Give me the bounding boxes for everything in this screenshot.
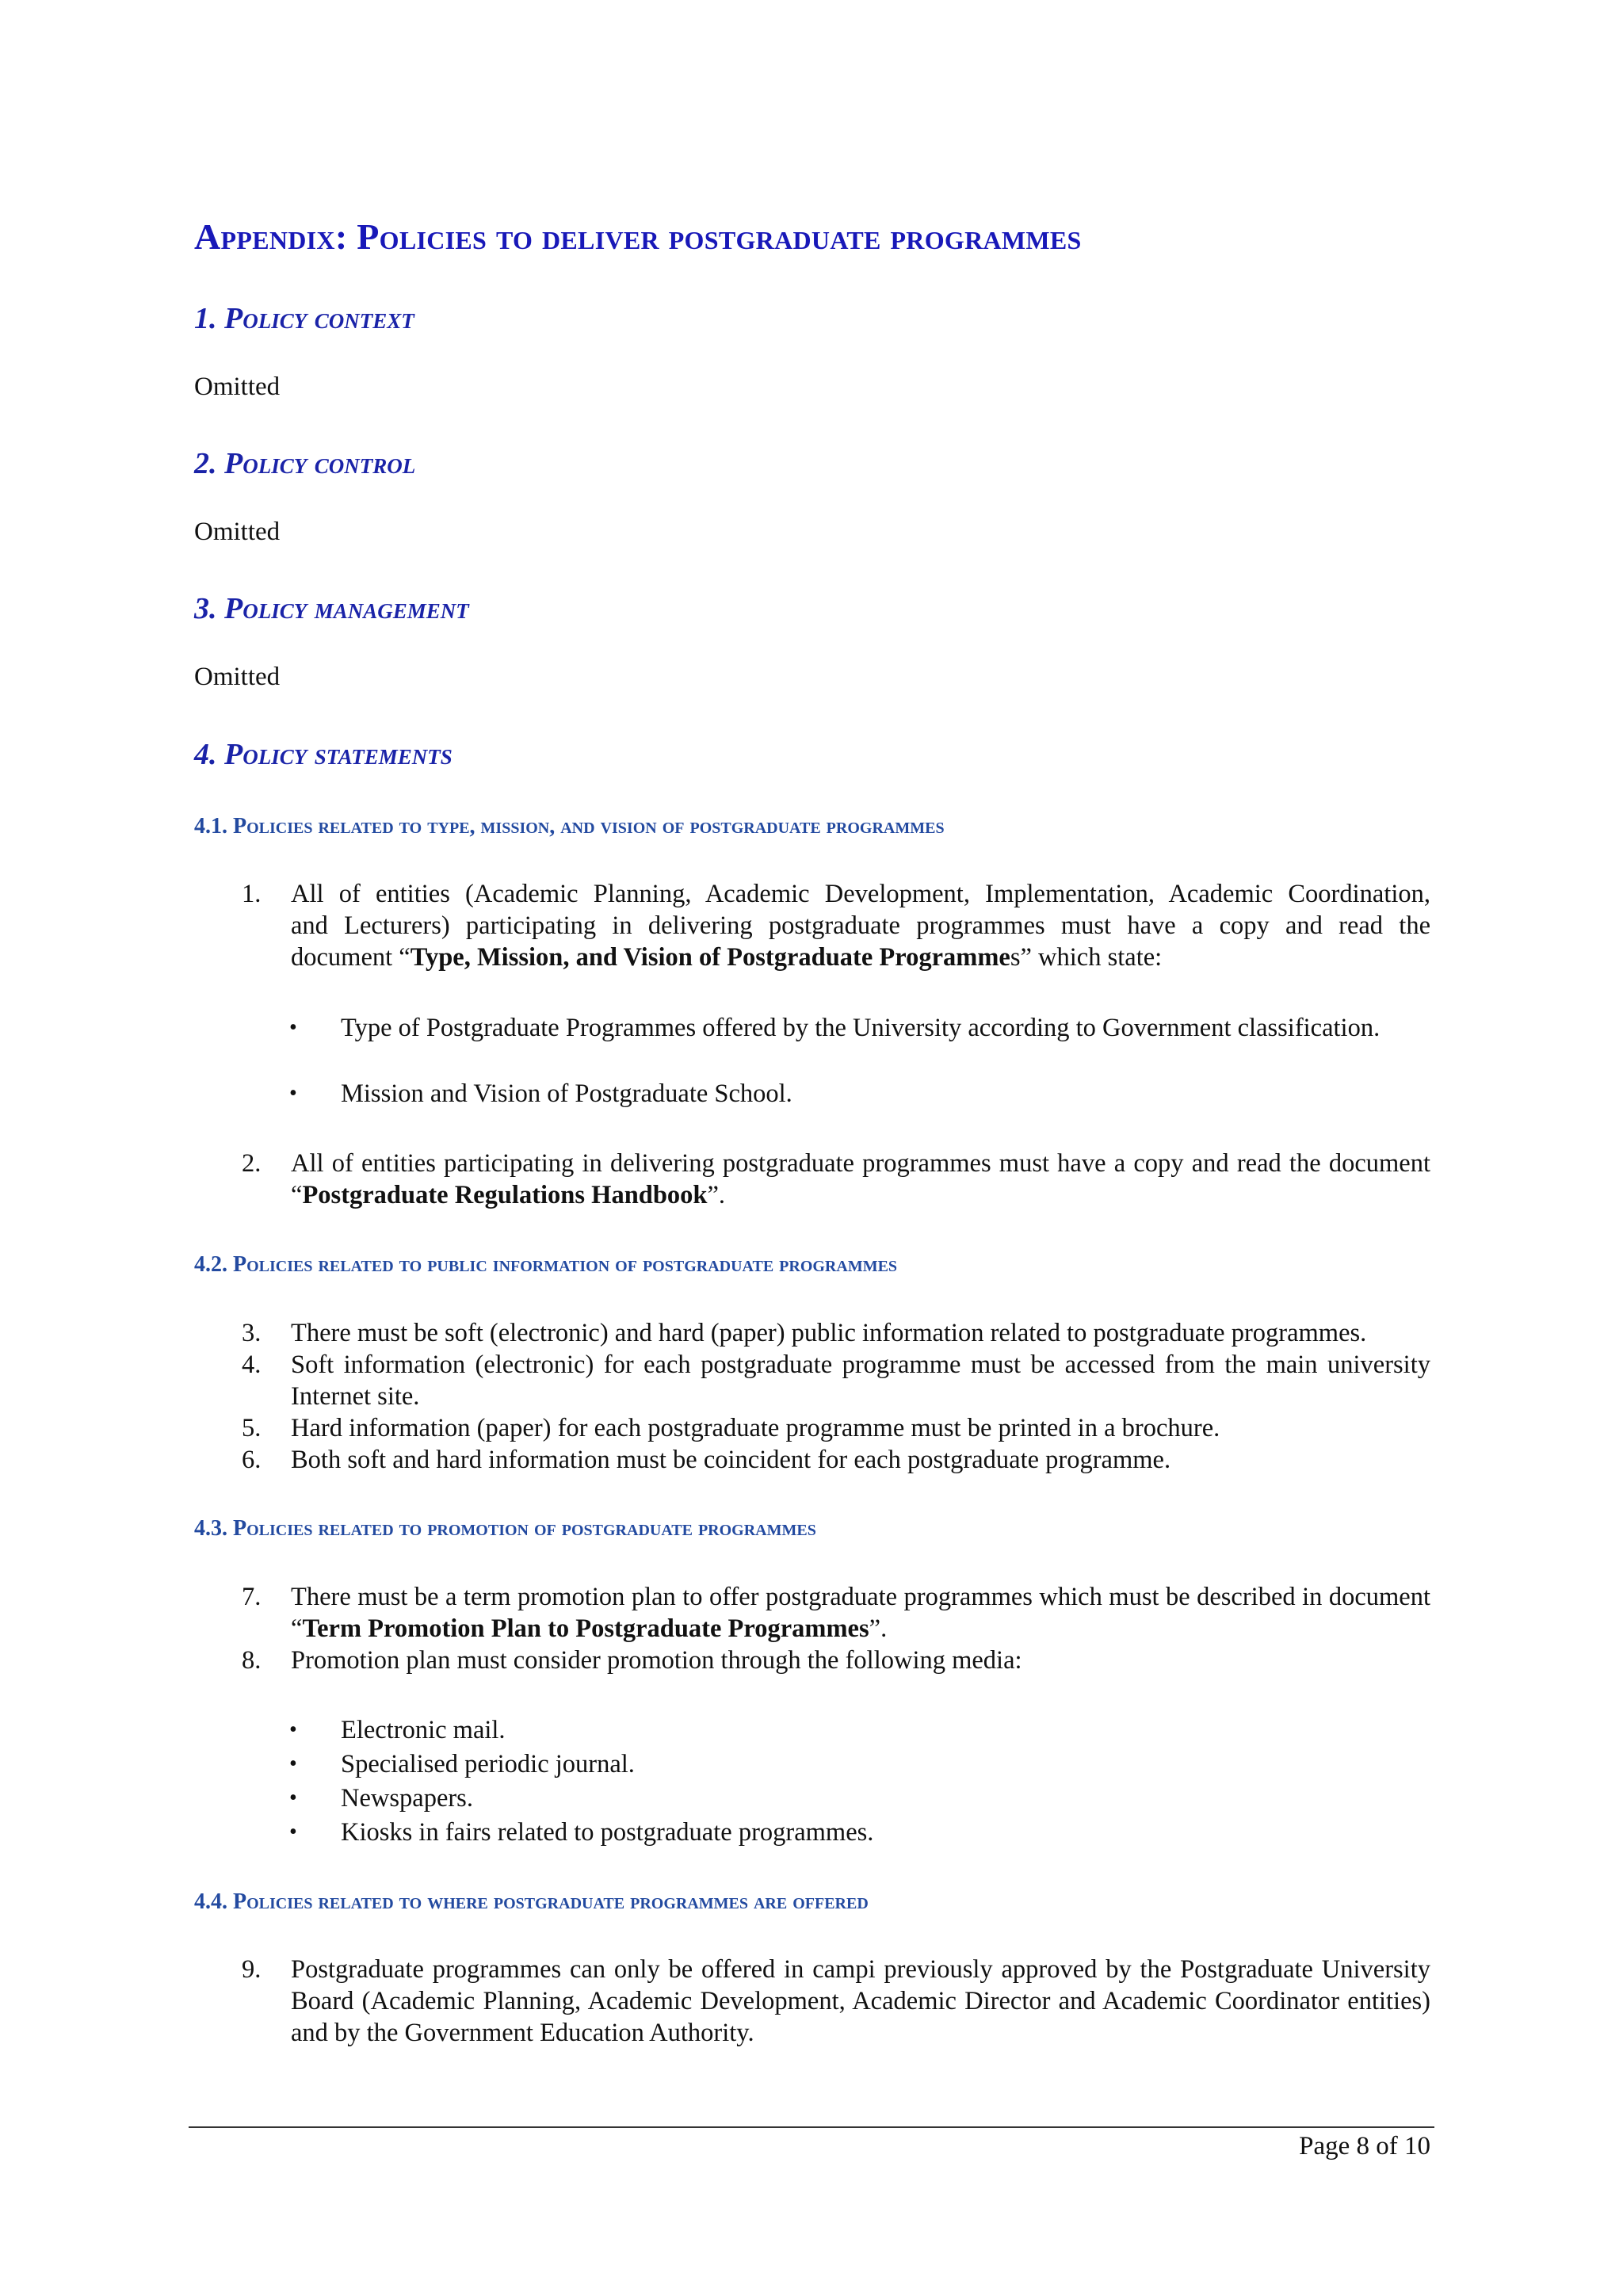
list-item-number: 3. [242,1319,262,1347]
bullet-text: Specialised periodic journal. [341,1750,635,1778]
list-item [242,1148,1430,1211]
bullet-item [289,1817,1430,1848]
section-body-policy-control: Omitted [194,518,281,546]
section-heading-policy-statements: 4. Policy statements [194,738,453,771]
list-item-text: Hard information (paper) for each postgraduate programme must be printed in a brochure. [291,1414,1220,1442]
inline-text: There must be a term promotion plan to offer postgraduate programmes which must be described in document “ [291,1583,1430,1643]
inline-text: s” which state: [1010,943,1163,972]
list-item [242,1444,1430,1476]
bullet-text: Electronic mail. [341,1716,506,1744]
bullet-icon: • [289,1015,297,1040]
bullet-icon: • [289,1786,297,1810]
section-heading-policy-context: 1. Policy context [194,302,414,335]
list-item-text-line: and Lecturers) participating in delivering postgraduate programmes must have a copy and read the [291,911,1430,940]
bullet-text: Mission and Vision of Postgraduate School. [341,1079,792,1108]
bullet-icon: • [289,1752,297,1776]
list-item-text-line [291,942,1430,973]
bullet-icon: • [289,1820,297,1844]
footer-rule [189,2126,1434,2128]
list-item-text: There must be soft (electronic) and hard (paper) public information related to postgraduate programmes. [291,1319,1367,1347]
list-item-text: Soft information (electronic) for each postgraduate programme must be accessed from the main university Internet site. [291,1350,1430,1411]
bullet-text: Type of Postgraduate Programmes offered by the University according to Government classification. [341,1014,1381,1042]
bullet-item [289,1078,1430,1110]
list-item-number: 2. [242,1149,262,1178]
bullet-item [289,1748,1430,1780]
list-item-text: Promotion plan must consider promotion through the following media: [291,1646,1022,1675]
subsection-heading-4-1: 4.1. Policies related to type, mission, and vision of postgraduate programmes [194,814,945,839]
inline-text: ”. [707,1181,726,1209]
document-name-bold: Type, Mission, and Vision of Postgraduate Programme [410,943,1010,972]
list-item-text: Both soft and hard information must be coincident for each postgraduate programme. [291,1446,1171,1474]
list-item [242,1317,1430,1349]
inline-text: ”. [869,1614,888,1643]
list-item-number: 4. [242,1350,262,1379]
list-item [242,1645,1430,1676]
subsection-heading-4-4: 4.4. Policies related to where postgraduate programmes are offered [194,1889,869,1914]
section-body-policy-context: Omitted [194,372,281,401]
document-name-bold: Postgraduate Regulations Handbook [302,1181,708,1209]
bullet-text: Kiosks in fairs related to postgraduate programmes. [341,1818,874,1847]
bullet-item [289,1714,1430,1746]
list-item-number: 6. [242,1446,262,1474]
bullet-text: Newspapers. [341,1784,473,1813]
page-title: Appendix: Policies to deliver postgraduate programmes [194,216,1082,257]
section-heading-policy-management: 3. Policy management [194,592,469,625]
list-item [242,1349,1430,1412]
list-item-text-line: All of entities (Academic Planning, Academic Development, Implementation, Academic Coordination, [291,880,1430,908]
subsection-heading-4-3: 4.3. Policies related to promotion of postgraduate programmes [194,1516,816,1541]
list-item [242,1954,1430,2049]
inline-text: document “ [291,943,411,972]
list-item-number: 9. [242,1955,262,1984]
list-item-number: 1. [242,880,262,908]
list-item-number: 7. [242,1583,262,1611]
list-item [242,878,1430,973]
inline-text: All of entities participating in delivering postgraduate programmes must have a copy and read the document “ [291,1149,1430,1209]
list-item [242,1581,1430,1645]
list-item-text: Postgraduate programmes can only be offered in campi previously approved by the Postgraduate University Board (Academic Planning, Academic Development, Academic Director and Academic Coordinator entities) and by the Government Education Authority. [291,1955,1430,2047]
list-item-number: 5. [242,1414,262,1442]
list-item-number: 8. [242,1646,262,1675]
list-item [242,1412,1430,1444]
section-body-policy-management: Omitted [194,663,281,691]
section-heading-policy-control: 2. Policy control [194,447,416,480]
bullet-icon: • [289,1717,297,1742]
bullet-item [289,1012,1430,1044]
page-number: Page 8 of 10 [1299,2132,1430,2160]
bullet-item [289,1782,1430,1814]
subsection-heading-4-2: 4.2. Policies related to public information of postgraduate programmes [194,1252,898,1277]
bullet-icon: • [289,1081,297,1106]
document-name-bold: Term Promotion Plan to Postgraduate Programmes [302,1614,869,1643]
